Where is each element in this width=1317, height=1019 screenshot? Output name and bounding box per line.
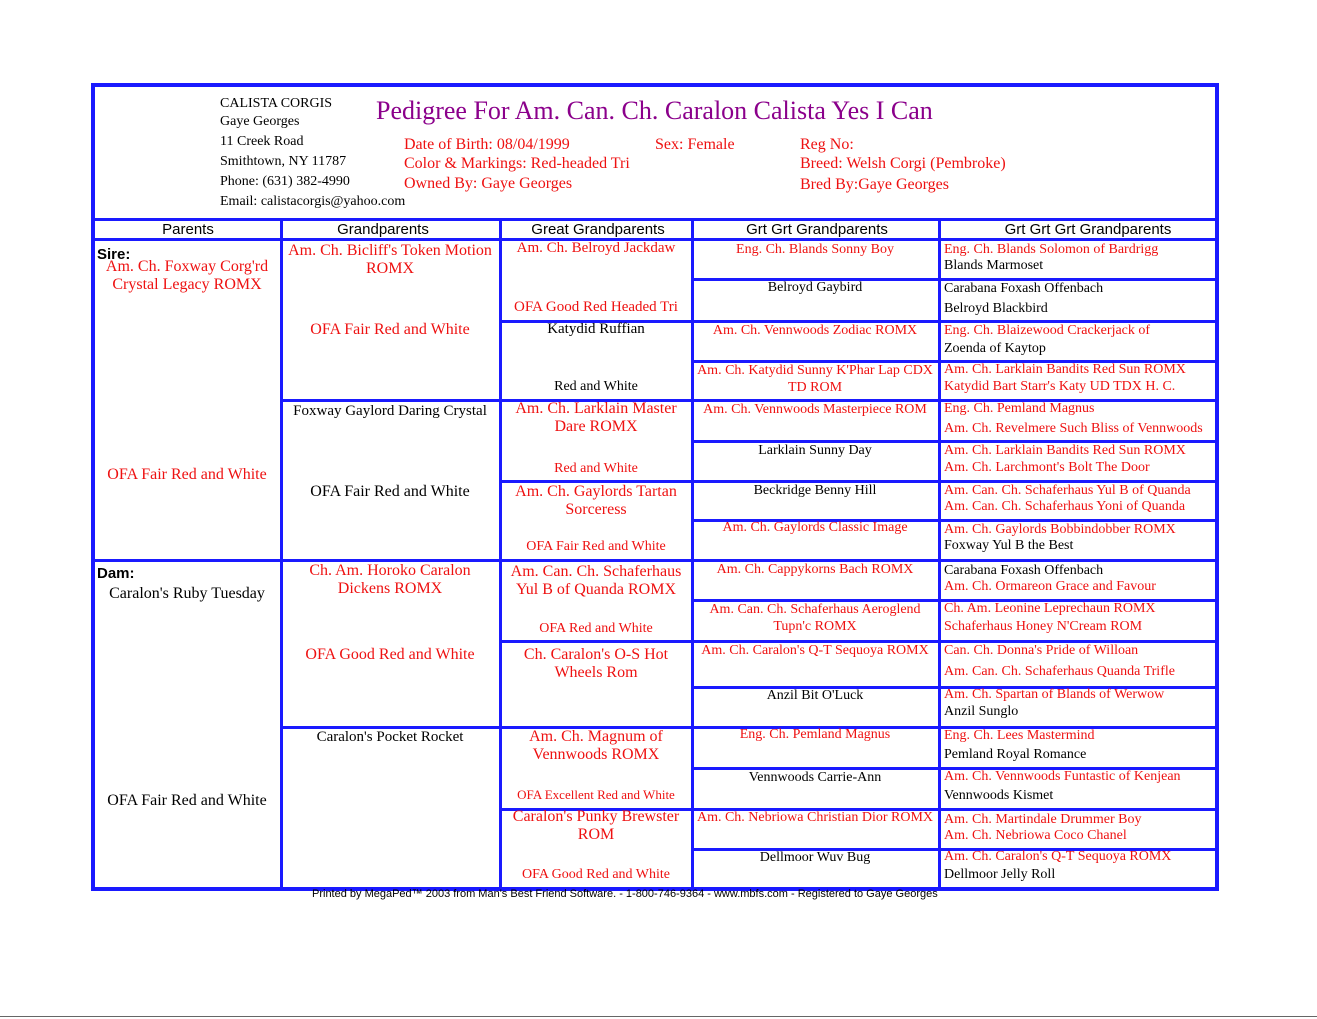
ggg-parent-name: Am. Ch. Katydid Sunny K'Phar Lap CDX TD ROM [697,363,933,395]
grandparent-note: OFA Good Red and White [305,646,475,663]
kennel-name: CALISTA CORGIS [220,96,333,111]
gggg-parent-name: Katydid Bart Starr's Katy UD TDX H. C. [944,379,1176,394]
gggg-parent-name: Dellmoor Jelly Roll [944,867,1056,882]
kennel-owner: Gaye Georges [220,114,300,129]
gggg-parent-name: Eng. Ch. Pemland Magnus [944,401,1095,416]
great-grandparent-note: OFA Good Red and White [521,867,671,882]
grandparent-name: Foxway Gaylord Daring Crystal [293,403,487,419]
great-grandparent-note: OFA Good Red Headed Tri [514,299,678,315]
dam-note: OFA Fair Red and White [107,792,267,809]
ggg-parent-name: Am. Ch. Gaylords Classic Image [722,520,908,535]
gggg-parent-name: Am. Can. Ch. Schaferhaus Quanda Trifle [944,664,1175,679]
sire-dam-divider [93,559,1217,562]
great-grandparent-name: Ch. Caralon's O-S Hot Wheels Rom [523,646,669,681]
gggg-parent-name: Am. Ch. Vennwoods Funtastic of Kenjean [944,769,1181,784]
gggg-parent-name: Pemland Royal Romance [944,747,1087,762]
kennel-address: 11 Creek Road [220,134,304,149]
ggg-parent-name: Dellmoor Wuv Bug [759,850,871,865]
ggg-parent-name: Am. Can. Ch. Schaferhaus Aeroglend Tupn'c ROMX [709,602,921,634]
gggg-parent-name: Blands Marmoset [944,258,1044,273]
print-footer: Printed by MegaPed™ 2003 from Man's Best Friend Software. - 1-800-746-9364 - www.mbfs.com - Registered to Gaye Georges [312,888,938,900]
gggg-parent-name: Carabana Foxash Offenbach [944,563,1104,578]
col-header-grandparents: Grandparents [337,221,429,238]
breed: Breed: Welsh Corgi (Pembroke) [800,155,1006,172]
ggg-parent-name: Eng. Ch. Pemland Magnus [739,727,891,742]
gggg-parent-name: Am. Ch. Ormareon Grace and Favour [944,579,1156,594]
ggg-parent-name: Eng. Ch. Blands Sonny Boy [736,242,894,257]
gggg-parent-name: Anzil Sunglo [944,704,1019,719]
col-header-grt-grt-grandparents: Grt Grt Grandparents [746,221,888,238]
bred-by: Bred By:Gaye Georges [800,176,949,193]
great-grandparent-note: Red and White [554,379,638,394]
ggg-parent-name: Am. Ch. Cappykorns Bach ROMX [716,562,914,577]
grandparent-name: Am. Ch. Bicliff's Token Motion ROMX [288,242,492,277]
reg-no: Reg No: [800,136,854,153]
gggg-parent-name: Am. Can. Ch. Schaferhaus Yul B of Quanda [944,483,1191,498]
ggg-parent-name: Am. Ch. Vennwoods Zodiac ROMX [712,323,918,338]
gggg-parent-name: Carabana Foxash Offenbach [944,281,1104,296]
ggg-parent-name: Am. Ch. Nebriowa Christian Dior ROMX [696,810,934,825]
grandparent-name: Ch. Am. Horoko Caralon Dickens ROMX [309,562,471,597]
great-grandparent-note: OFA Excellent Red and White [517,787,675,802]
great-grandparent-note: OFA Fair Red and White [526,539,666,554]
ggg-parent-name: Vennwoods Carrie-Ann [748,770,882,785]
grandparent-note: OFA Fair Red and White [310,483,470,500]
gggg-parent-name: Zoenda of Kaytop [944,341,1046,356]
sex: Sex: Female [655,136,735,153]
page-bottom-rule [0,1016,1317,1017]
gggg-parent-name: Belroyd Blackbird [944,301,1048,316]
kennel-phone: Phone: (631) 382-4990 [220,174,350,189]
gggg-parent-name: Am. Ch. Larchmont's Bolt The Door [944,460,1150,475]
gggg-parent-name: Am. Ch. Nebriowa Coco Chanel [944,828,1127,843]
ggg-parent-name: Am. Ch. Caralon's Q-T Sequoya ROMX [701,643,929,658]
great-grandparent-note: Red and White [554,461,638,476]
gggg-parent-name: Am. Ch. Gaylords Bobbindobber ROMX [944,522,1176,537]
gggg-parent-name: Eng. Ch. Blaizewood Crackerjack of [944,323,1151,338]
kennel-email: Email: calistacorgis@yahoo.com [220,194,406,209]
gggg-parent-name: Am. Can. Ch. Schaferhaus Yoni of Quanda [944,499,1186,514]
gggg-parent-name: Vennwoods Kismet [944,788,1054,803]
ggg-parent-name: Larklain Sunny Day [758,443,872,458]
date-of-birth: Date of Birth: 08/04/1999 [404,136,570,153]
gggg-parent-name: Eng. Ch. Lees Mastermind [944,728,1095,743]
color-markings: Color & Markings: Red-headed Tri [404,155,630,172]
sire-note: OFA Fair Red and White [107,466,267,483]
ggg-parent-name: Beckridge Benny Hill [753,483,877,498]
grandparent-note: OFA Fair Red and White [310,321,470,338]
sire-label: Sire: [97,246,131,263]
ggg-parent-name: Am. Ch. Vennwoods Masterpiece ROM [703,402,927,417]
kennel-city: Smithtown, NY 11787 [220,154,347,169]
ggg-parent-name: Anzil Bit O'Luck [766,688,864,703]
great-grandparent-name: Am. Ch. Magnum of Vennwoods ROMX [529,728,663,763]
col-divider [938,218,941,889]
great-grandparent-name: Am. Ch. Belroyd Jackdaw [516,240,676,256]
great-grandparent-name: Katydid Ruffian [547,321,645,337]
gggg-parent-name: Am. Ch. Caralon's Q-T Sequoya ROMX [944,849,1172,864]
grandparent-name: Caralon's Pocket Rocket [316,729,464,745]
gggg-parent-name: Am. Ch. Spartan of Blands of Werwow [944,687,1165,702]
great-grandparent-name: Caralon's Punky Brewster ROM [512,808,680,843]
col-header-great-grandparents: Great Grandparents [531,221,665,238]
col-header-grt-grt-grt-grandparents: Grt Grt Grt Grandparents [1004,221,1172,238]
gggg-parent-name: Am. Ch. Larklain Bandits Red Sun ROMX [944,443,1186,458]
great-grandparent-note: OFA Red and White [539,621,653,636]
gggg-parent-name: Foxway Yul B the Best [944,538,1074,553]
owned-by: Owned By: Gaye Georges [404,175,573,192]
great-grandparent-name: Am. Can. Ch. Schaferhaus Yul B of Quanda ROMX [510,563,682,598]
gggg-parent-name: Am. Ch. Martindale Drummer Boy [944,812,1142,827]
gggg-parent-name: Can. Ch. Donna's Pride of Willoan [944,643,1139,658]
page-title: Pedigree For Am. Can. Ch. Caralon Calista Yes I Can [376,96,933,125]
ggg-parent-name: Belroyd Gaybird [767,280,863,295]
gggg-parent-name: Schaferhaus Honey N'Cream ROM [944,619,1143,634]
col-divider [691,218,694,889]
great-grandparent-name: Am. Ch. Larklain Master Dare ROMX [515,400,677,435]
gggg-parent-name: Ch. Am. Leonine Leprechaun ROMX [944,601,1156,616]
sire-name: Am. Ch. Foxway Corg'rd Crystal Legacy ROMX [105,258,269,293]
gggg-parent-name: Am. Ch. Larklain Bandits Red Sun ROMX [944,362,1186,377]
gggg-parent-name: Eng. Ch. Blands Solomon of Bardrigg [944,242,1159,257]
col-header-parents: Parents [162,221,214,238]
dam-label: Dam: [97,565,135,582]
dam-name: Caralon's Ruby Tuesday [109,585,265,602]
great-grandparent-name: Am. Ch. Gaylords Tartan Sorceress [515,483,677,518]
col-divider [280,218,283,889]
gggg-parent-name: Am. Ch. Revelmere Such Bliss of Vennwoods [944,421,1203,436]
